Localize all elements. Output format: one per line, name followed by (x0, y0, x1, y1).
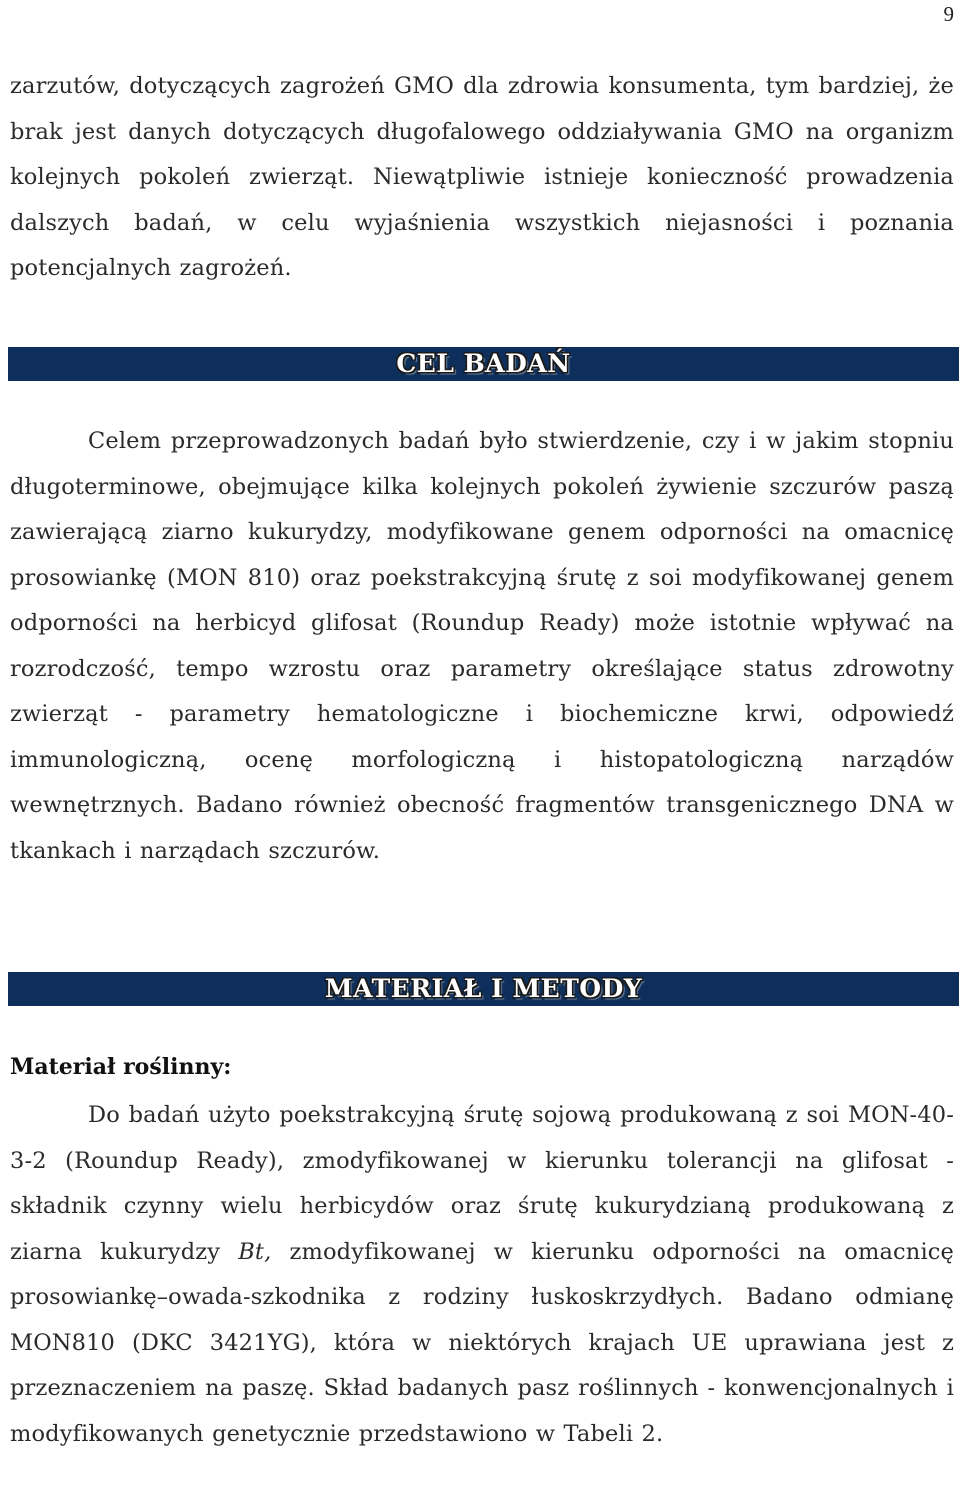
methods-paragraph (10, 1093, 954, 1457)
subheading-plant-material: Materiał roślinny: (10, 1054, 232, 1080)
section-banner-goal (8, 347, 959, 381)
goal-paragraph: Celem przeprowadzonych badań było stwierdzenie, czy i w jakim stopniu długoterminowe, obejmujące kilka kolejnych pokoleń żywienie szczurów paszą zawierającą ziarno kukurydzy, modyfikowane genem odporności na omacnicę prosowiankę (MON 810) oraz poekstrakcyjną śrutę z soi modyfikowanej genem odporności na herbicyd glifosat (Roundup Ready) może istotnie wpływać na rozrodczość, tempo wzrostu oraz parametry określające status zdrowotny zwierząt - parametry hematologiczne i biochemiczne krwi, odpowiedź immunologiczną, ocenę morfologiczną i histopatologiczną narządów wewnętrznych. Badano również obecność fragmentów transgenicznego DNA w tkankach i narządach szczurów. (10, 428, 954, 864)
methods-text-italic: Bt, (238, 1238, 272, 1265)
methods-text-part-1: Do badań użyto poekstrakcyjną śrutę sojową produkowaną z soi MON-40-3-2 (Roundup Ready), zmodyfikowanej w kierunku tolerancji na glifosat - składnik czynny wielu herbicydów oraz śrutę kukurydzianą produkowaną z ziarna kukurydzy (10, 1102, 954, 1265)
section-title-goal: CEL BADAŃ (396, 349, 571, 378)
section-title-methods: MATERIAŁ I METODY (324, 974, 643, 1003)
methods-text-part-2: zmodyfikowanej w kierunku odporności na omacnicę prosowiankę–owada-szkodnika z rodziny łuskoskrzydłych. Badano odmianę MON810 (DKC 3421YG), która w niektórych krajach UE uprawiana jest z przeznaczeniem na paszę. Skład badanych pasz roślinnych - konwencjonalnych i modyfikowanych genetycznie przedstawiono w Tabeli 2. (10, 1238, 955, 1447)
page-number: 9 (943, 2, 954, 26)
intro-paragraph: zarzutów, dotyczących zagrożeń GMO dla zdrowia konsumenta, tym bardziej, że brak jest danych dotyczących długofalowego oddziaływania GMO na organizm kolejnych pokoleń zwierząt. Niewątpliwie istnieje konieczność prowadzenia dalszych badań, w celu wyjaśnienia wszystkich niejasności i poznania potencjalnych zagrożeń. (10, 73, 954, 281)
section-banner-methods (8, 972, 959, 1006)
